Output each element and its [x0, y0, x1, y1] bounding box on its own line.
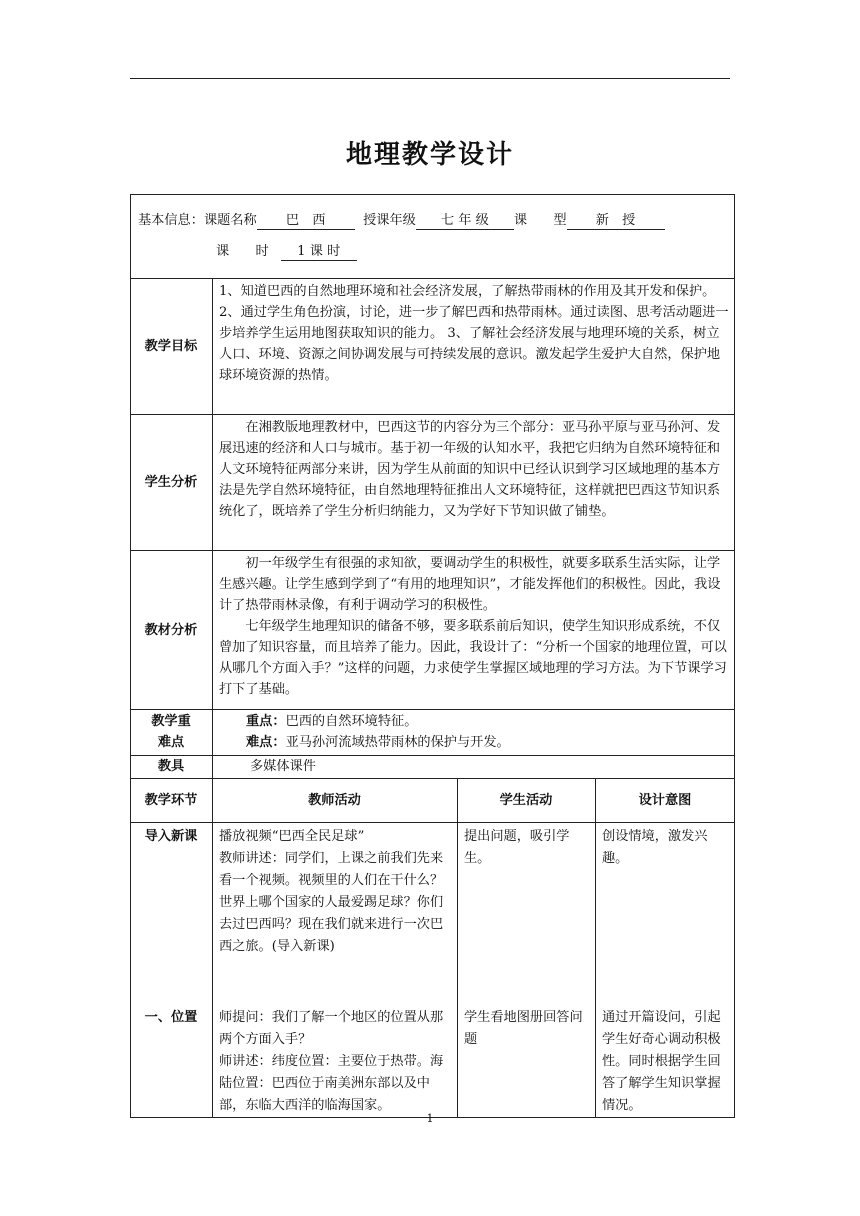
header-teacher: 教师活动 [308, 793, 361, 808]
col-divider [595, 778, 596, 1118]
key-points-content [246, 711, 726, 753]
row-divider [130, 414, 735, 415]
header-rule [130, 78, 730, 79]
material-paragraph: 七年级学生地理知识的储备不够，要多联系前后知识，使学生知识形成系统，不仅曾加了知识容量，而且培养了能力。因此，我设计了：“分析一个国家的地理位置，可以从哪几个方面入手？”这样的问题，力求使学生掌握区域地理的学习方法。为下节课学习打下了基础。 [219, 619, 727, 697]
course-label: 课题名称 [203, 213, 257, 228]
stage-location: 一、位置 [144, 1010, 198, 1025]
student-analysis-text: 在湘教版地理教材中，巴西这节的内容分为三个部分：亚马孙平原与亚马孙河、发展迅速的经济和人口与城市。基于初一年级的认知水平，我把它归纳为自然环境特征和人文环境特征两部分来讲，因为学生从前面的知识中已经认识到学习区域地理的基本方法是先学自然环境特征，由自然地理特征推出人文环境特征，这样就把巴西这节知识系统化了，既培养了学生分析归纳能力，又为学好下节知识做了铺垫。 [219, 420, 721, 519]
col-divider [457, 778, 458, 1118]
material-analysis-label: 教材分析 [144, 623, 198, 638]
student-activity: 提出问题，吸引学生。 [464, 829, 570, 866]
objectives-content [219, 281, 729, 386]
grade-label: 授课年级 [363, 213, 416, 228]
stage-intro: 导入新课 [144, 829, 198, 844]
objective-item: 2、通过学生角色扮演，讨论，进一步了解巴西和热带雨林。通过读图、思考活动题进一步培养学生运用地图获取知识的能力。 3、了解社会经济发展与地理环境的关系，树立人口、环境、资源之间协调发展与可持续发展的意识。激发起学生爱护大自然，保护地球环境资源的热情。 [219, 305, 729, 383]
key-text: 巴西的自然环境特征。 [285, 714, 418, 729]
design-intent: 通过开篇设问，引起学生好奇心调动积极性。同时根据学生回答了解学生知识掌握情况。 [602, 1010, 721, 1113]
type-value: 新 授 [567, 213, 665, 230]
student-activity: 学生看地图册回答问题 [464, 1010, 583, 1047]
key-points-label [130, 711, 212, 753]
row-divider [130, 709, 735, 710]
type-label: 课 型 [513, 213, 567, 228]
difficulty-label: 难点： [246, 735, 286, 750]
key-points-label-line2: 难点 [157, 735, 185, 750]
row-divider [130, 822, 735, 823]
header-student: 学生活动 [499, 793, 553, 808]
tools-value: 多媒体课件 [250, 759, 316, 774]
course-value: 巴 西 [257, 213, 355, 230]
key-label: 重点： [246, 714, 286, 729]
hours-label: 课 时 [216, 244, 269, 259]
student-analysis-label: 学生分析 [144, 475, 198, 490]
objective-item: 1、知道巴西的自然地理环境和社会经济发展，了解热带雨林的作用及其开发和保护。 [219, 284, 716, 299]
student-analysis-content [219, 417, 729, 522]
page-title: 地理教学设计 [345, 140, 514, 170]
row-divider [130, 778, 735, 779]
col-divider [212, 278, 213, 1118]
design-intent: 创设情境，激发兴趣。 [602, 829, 708, 866]
teacher-activity: 师提问：我们了解一个地区的位置从那两个方面入手？ 师讲述：纬度位置：主要位于热带。海陆位置：巴西位于南美洲东部以及中部，东临大西洋的临海国家。 [219, 1010, 444, 1113]
difficulty-text: 亚马孙河流域热带雨林的保护与开发。 [285, 735, 510, 750]
hours-value: 1 课 时 [281, 244, 357, 261]
row-divider [130, 550, 735, 551]
header-intent: 设计意图 [638, 793, 692, 808]
tools-label: 教具 [157, 759, 185, 774]
material-paragraph: 初一年级学生有很强的求知欲，要调动学生的积极性，就要多联系生活实际，让学生感兴趣。让学生感到学到了“有用的地理知识”，才能发挥他们的积极性。因此，我设计了热带雨林录像，有利于调动学习的积极性。 [219, 556, 721, 613]
teacher-activity: 播放视频“巴西全民足球” 教师讲述：同学们，上课之前我们先来看一个视频。视频里的人们在干什么？世界上哪个国家的人最爱踢足球？你们去过巴西吗？现在我们就来进行一次巴西之旅。(导入新课) [219, 829, 444, 954]
material-analysis-content [219, 553, 729, 700]
header-stage: 教学环节 [144, 793, 198, 808]
basic-label: 基本信息： [138, 213, 204, 228]
row-divider [130, 278, 735, 279]
objectives-label: 教学目标 [144, 339, 198, 354]
grade-value: 七 年 级 [416, 213, 514, 230]
basic-info [138, 210, 728, 262]
key-points-label-line1: 教学重 [151, 714, 191, 729]
page-number: 1 [426, 1112, 434, 1125]
